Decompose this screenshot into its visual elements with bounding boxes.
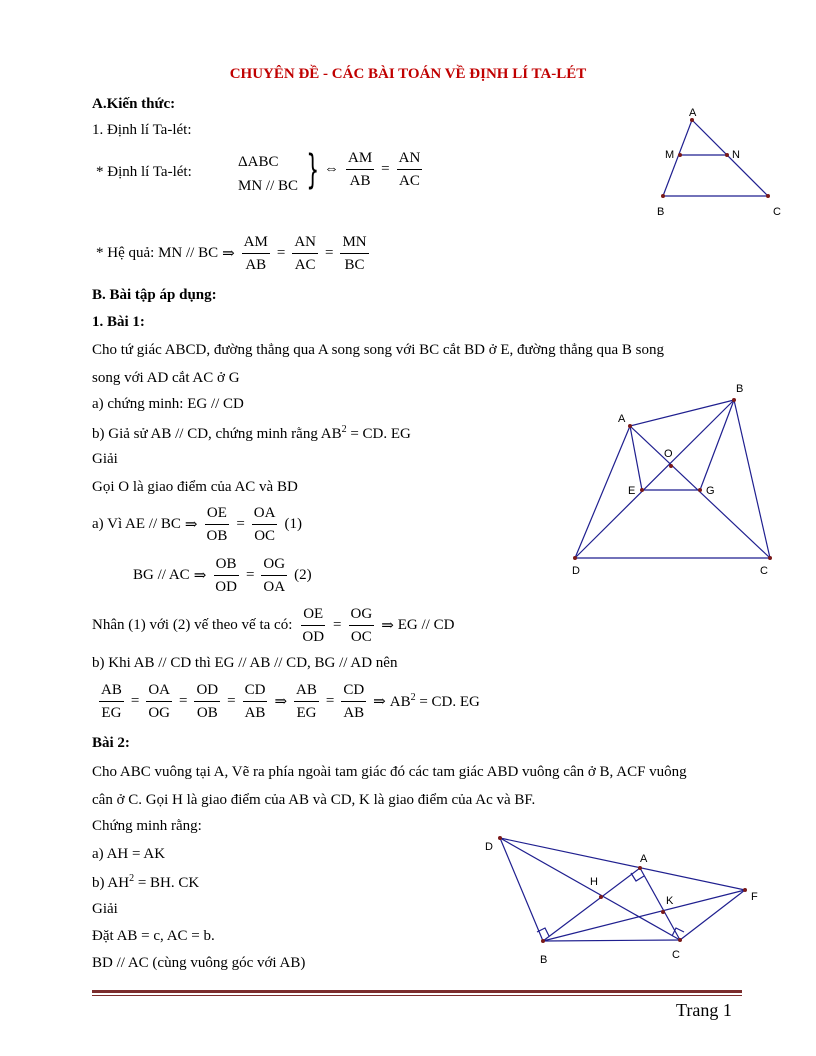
fraction xyxy=(252,505,278,544)
theorem-label: * Định lí Ta-lét: xyxy=(96,164,192,180)
numerator: OE xyxy=(301,606,325,626)
denominator: EG xyxy=(101,705,122,721)
numerator: AM xyxy=(242,234,270,254)
fraction xyxy=(292,234,318,273)
text: b) AH xyxy=(92,875,130,891)
numerator: AN xyxy=(292,234,318,254)
bai2-part-b xyxy=(92,873,199,892)
numerator: AN xyxy=(397,150,423,170)
fraction xyxy=(194,682,220,721)
bai2-text-1: Cho ABC vuông tại A, Vẽ ra phía ngoài tam giác đó các tam giác ABD vuông cân ở B, ACF vuông xyxy=(92,764,687,780)
equals-sign: = xyxy=(130,693,140,709)
numerator: OG xyxy=(261,556,287,576)
bai1-giai: Giải xyxy=(92,451,118,467)
label-A: A xyxy=(640,853,648,865)
implies-symbol: ⇒ xyxy=(222,246,235,262)
denominator: AB xyxy=(245,257,267,273)
denominator: OC xyxy=(350,629,372,645)
text: Nhân (1) với (2) vế theo vế ta có: xyxy=(92,617,293,633)
equals-sign: = xyxy=(325,693,335,709)
bai1-part-b-solution: b) Khi AB // CD thì EG // AB // CD, BG // AD nên xyxy=(92,655,398,671)
footer-rule-thin xyxy=(92,995,742,996)
equation-tag: (2) xyxy=(294,567,312,583)
superscript: 2 xyxy=(129,873,135,884)
bai1-text-2: song với AD cắt AC ở G xyxy=(92,370,240,386)
bai1-product-equation xyxy=(92,606,454,645)
label-A: A xyxy=(618,413,626,425)
bai1-goi: Gọi O là giao điểm của AC và BD xyxy=(92,479,298,495)
bai1-text-1: Cho tứ giác ABCD, đường thẳng qua A song song với BC cắt BD ở E, đường thẳng qua B song xyxy=(92,342,664,358)
numerator: CD xyxy=(243,682,268,702)
denominator: OC xyxy=(254,528,276,544)
denominator: AB xyxy=(244,705,266,721)
denominator: AC xyxy=(294,257,316,273)
equals-sign: = xyxy=(245,567,255,583)
equals-sign: = xyxy=(324,245,334,261)
corollary-label: * Hệ quả: MN // BC xyxy=(96,245,219,261)
label-H: H xyxy=(590,876,598,888)
fraction xyxy=(294,682,319,721)
text: BG // AC xyxy=(133,567,190,583)
text: EG // CD xyxy=(397,617,455,633)
theorem-cond-1: ΔABC xyxy=(238,154,279,170)
label-G: G xyxy=(706,485,715,497)
denominator: OG xyxy=(148,705,170,721)
numerator: MN xyxy=(340,234,368,254)
label-C: C xyxy=(672,949,680,961)
figure-quadrilateral-abcd xyxy=(560,378,790,578)
text: a) Vì AE // BC xyxy=(92,516,181,532)
theorem-cond-2: MN // BC xyxy=(238,178,299,194)
denominator: BC xyxy=(344,257,365,273)
implies-symbol: ⇒ xyxy=(274,694,288,710)
equals-sign: = xyxy=(381,161,390,177)
label-D: D xyxy=(572,565,580,577)
section-a-heading: A.Kiến thức: xyxy=(92,96,176,112)
denominator: OB xyxy=(196,705,218,721)
denominator: OB xyxy=(206,528,228,544)
fraction xyxy=(346,150,374,189)
denominator: EG xyxy=(296,705,317,721)
page-title: CHUYÊN ĐỀ - CÁC BÀI TOÁN VỀ ĐỊNH LÍ TA-LÉT xyxy=(229,66,587,82)
bai2-part-a: a) AH = AK xyxy=(92,846,166,862)
numerator: AB xyxy=(294,682,319,702)
text: = CD. EG xyxy=(346,426,411,442)
theorem-brace: } xyxy=(306,147,320,193)
label-B: B xyxy=(657,206,665,218)
superscript: 2 xyxy=(341,424,347,435)
label-K: K xyxy=(666,895,674,907)
fraction xyxy=(204,505,229,544)
bai2-heading: Bài 2: xyxy=(92,735,130,751)
text: = BH. CK xyxy=(134,875,200,891)
fraction xyxy=(300,606,326,645)
implies-symbol: ⇒ xyxy=(381,618,394,634)
label-N: N xyxy=(732,149,740,161)
page-number: Trang 1 xyxy=(676,1000,732,1020)
fraction xyxy=(261,556,287,595)
fraction xyxy=(340,234,368,273)
numerator: CD xyxy=(341,682,366,702)
equals-sign: = xyxy=(236,516,245,532)
label-C: C xyxy=(760,565,768,577)
label-D: D xyxy=(485,841,493,853)
denominator: AB xyxy=(343,705,365,721)
text: = CD. EG xyxy=(415,694,480,710)
corollary xyxy=(96,234,372,273)
fraction xyxy=(99,682,124,721)
equals-sign: = xyxy=(178,693,188,709)
numerator: OG xyxy=(349,606,375,626)
label-C: C xyxy=(773,206,781,218)
denominator: OD xyxy=(302,629,325,645)
fraction xyxy=(397,150,423,189)
numerator: OA xyxy=(146,682,172,702)
figure-triangles-abd-acf xyxy=(480,828,770,973)
denominator: AC xyxy=(399,173,420,189)
text: AB xyxy=(389,694,411,710)
bai1-chain-equation xyxy=(96,682,480,721)
footer-rule xyxy=(92,990,742,993)
fraction xyxy=(349,606,375,645)
iff-symbol: ⇔ xyxy=(324,161,339,177)
superscript: 2 xyxy=(410,692,416,703)
bai2-text-3: Chứng minh rằng: xyxy=(92,818,202,834)
bai1-part-a: a) chứng minh: EG // CD xyxy=(92,396,244,412)
bai1-a2-equation xyxy=(133,556,316,595)
fraction xyxy=(242,234,270,273)
label-M: M xyxy=(665,149,675,161)
section-b-heading: B. Bài tập áp dụng: xyxy=(92,287,217,303)
implies-symbol: ⇒ xyxy=(193,568,207,584)
bai1-a1-equation xyxy=(92,505,306,544)
numerator: AM xyxy=(346,150,374,170)
fraction xyxy=(243,682,268,721)
label-A: A xyxy=(689,107,697,119)
label-F: F xyxy=(751,891,758,903)
denominator: OA xyxy=(263,579,286,595)
label-B: B xyxy=(540,954,548,966)
numerator: OE xyxy=(205,505,229,525)
numerator: OA xyxy=(252,505,278,525)
bai1-part-b xyxy=(92,424,411,443)
bai1-heading: 1. Bài 1: xyxy=(92,314,145,330)
label-B: B xyxy=(736,383,744,395)
theorem-equation xyxy=(320,150,425,189)
chain-result xyxy=(390,692,480,711)
denominator: OD xyxy=(215,579,237,595)
bai2-dat: Đặt AB = c, AC = b. xyxy=(92,928,215,944)
equation-tag: (1) xyxy=(284,516,302,532)
text: b) Giả sử AB // CD, chứng minh rằng AB xyxy=(92,426,342,442)
numerator: OB xyxy=(214,556,239,576)
numerator: AB xyxy=(99,682,124,702)
bai2-giai: Giải xyxy=(92,901,118,917)
item-1-heading: 1. Định lí Ta-lét: xyxy=(92,122,192,138)
fraction xyxy=(213,556,239,595)
fraction xyxy=(146,682,172,721)
denominator: AB xyxy=(349,173,371,189)
equals-sign: = xyxy=(276,245,286,261)
implies-symbol: ⇒ xyxy=(184,517,198,533)
equals-sign: = xyxy=(227,693,236,709)
fraction xyxy=(341,682,366,721)
theorem-conditions xyxy=(238,150,298,198)
label-E: E xyxy=(628,485,636,497)
numerator: OD xyxy=(194,682,220,702)
figure-triangle-abc xyxy=(640,100,790,225)
implies-symbol: ⇒ xyxy=(373,694,386,710)
bai2-bd: BD // AC (cùng vuông góc với AB) xyxy=(92,955,306,971)
equals-sign: = xyxy=(333,617,342,633)
label-O: O xyxy=(664,448,673,460)
bai2-text-2: cân ở C. Gọi H là giao điểm của AB và CD, K là giao điểm của Ac và BF. xyxy=(92,792,536,808)
